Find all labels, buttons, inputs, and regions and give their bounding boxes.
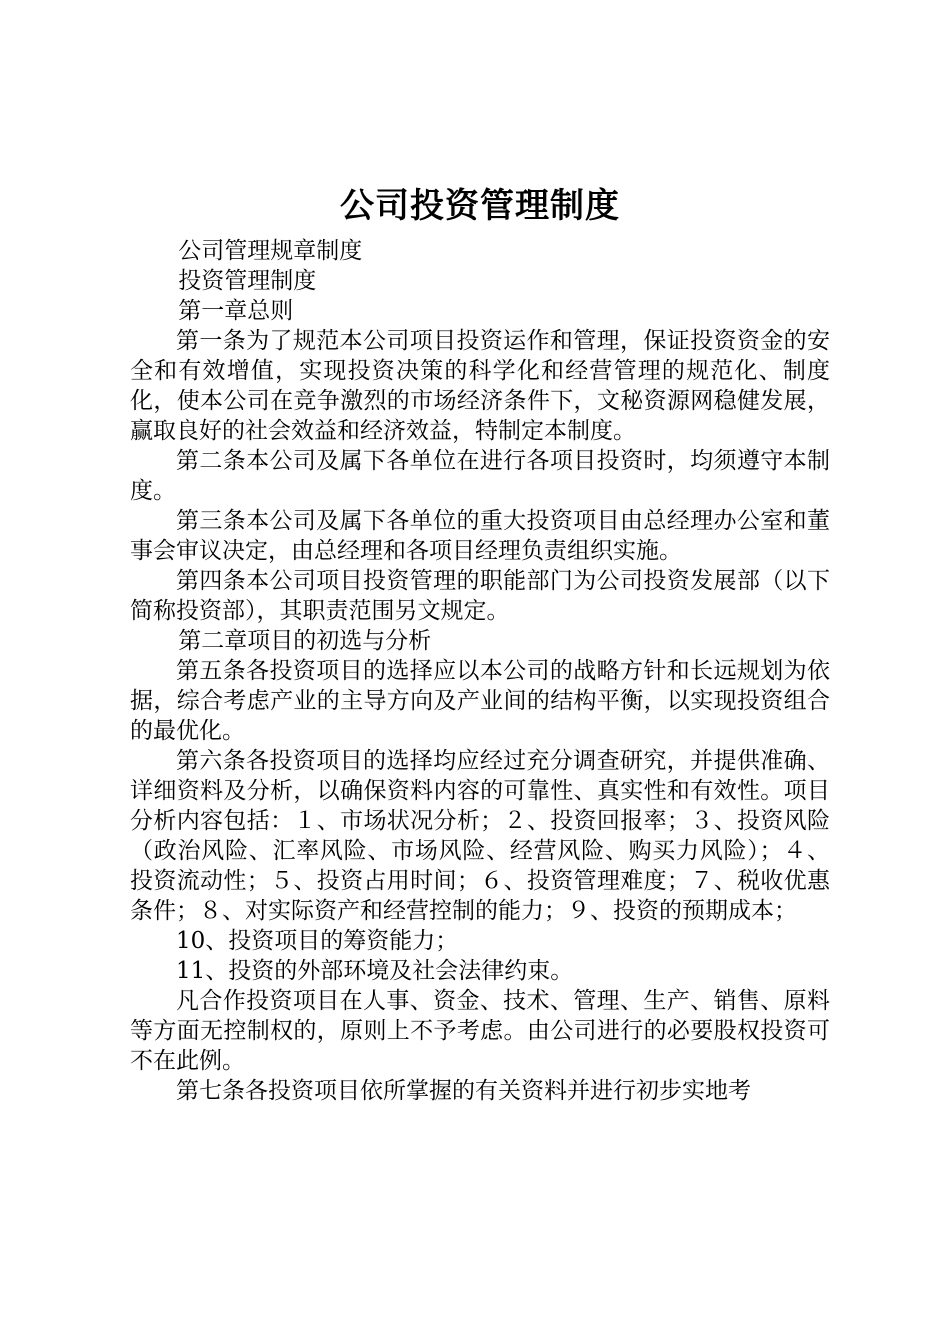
list-item: 10、投资项目的筹资能力； xyxy=(176,928,459,954)
document-title: 公司投资管理制度 xyxy=(340,186,620,226)
document-paragraph: 投资管理制度 xyxy=(178,268,317,294)
chapter-heading: 第二章项目的初选与分析 xyxy=(178,628,432,654)
article-paragraph: 第七条各投资项目依所掌握的有关资料并进行初步实地考 xyxy=(176,1078,751,1104)
article-paragraph: 凡合作投资项目在人事、资金、技术、管理、生产、销售、原料等方面无控制权的，原则上不予考虑。由公司进行的必要股权投资可不在此例。 xyxy=(130,988,830,1074)
list-item: 11、投资的外部环境及社会法律约束。 xyxy=(176,958,574,984)
article-paragraph: 第三条本公司及属下各单位的重大投资项目由总经理办公室和董事会审议决定，由总经理和各项目经理负责组织实施。 xyxy=(130,508,830,564)
document-page xyxy=(130,180,830,1106)
chapter-heading: 第一章总则 xyxy=(178,298,294,324)
article-paragraph: 第一条为了规范本公司项目投资运作和管理，保证投资资金的安全和有效增值，实现投资决策的科学化和经营管理的规范化、制度化，使本公司在竞争激烈的市场经济条件下，文秘资源网稳健发展，赢取良好的社会效益和经济效益，特制定本制度。 xyxy=(130,328,830,444)
document-paragraph: 公司管理规章制度 xyxy=(178,238,363,264)
article-paragraph: 第四条本公司项目投资管理的职能部门为公司投资发展部（以下简称投资部），其职责范围另文规定。 xyxy=(130,568,830,624)
article-paragraph: 第二条本公司及属下各单位在进行各项目投资时，均须遵守本制度。 xyxy=(130,448,830,504)
article-paragraph: 第六条各投资项目的选择均应经过充分调查研究，并提供准确、详细资料及分析，以确保资料内容的可靠性、真实性和有效性。项目分析内容包括：１、市场状况分析；２、投资回报率；３、投资风险（政治风险、汇率风险、市场风险、经营风险、购买力风险）；４、投资流动性；５、投资占用时间；６、投资管理难度；７、税收优惠条件；８、对实际资产和经营控制的能力；９、投资的预期成本； xyxy=(130,748,830,924)
article-paragraph: 第五条各投资项目的选择应以本公司的战略方针和长远规划为依据，综合考虑产业的主导方向及产业间的结构平衡，以实现投资组合的最优化。 xyxy=(130,658,830,744)
